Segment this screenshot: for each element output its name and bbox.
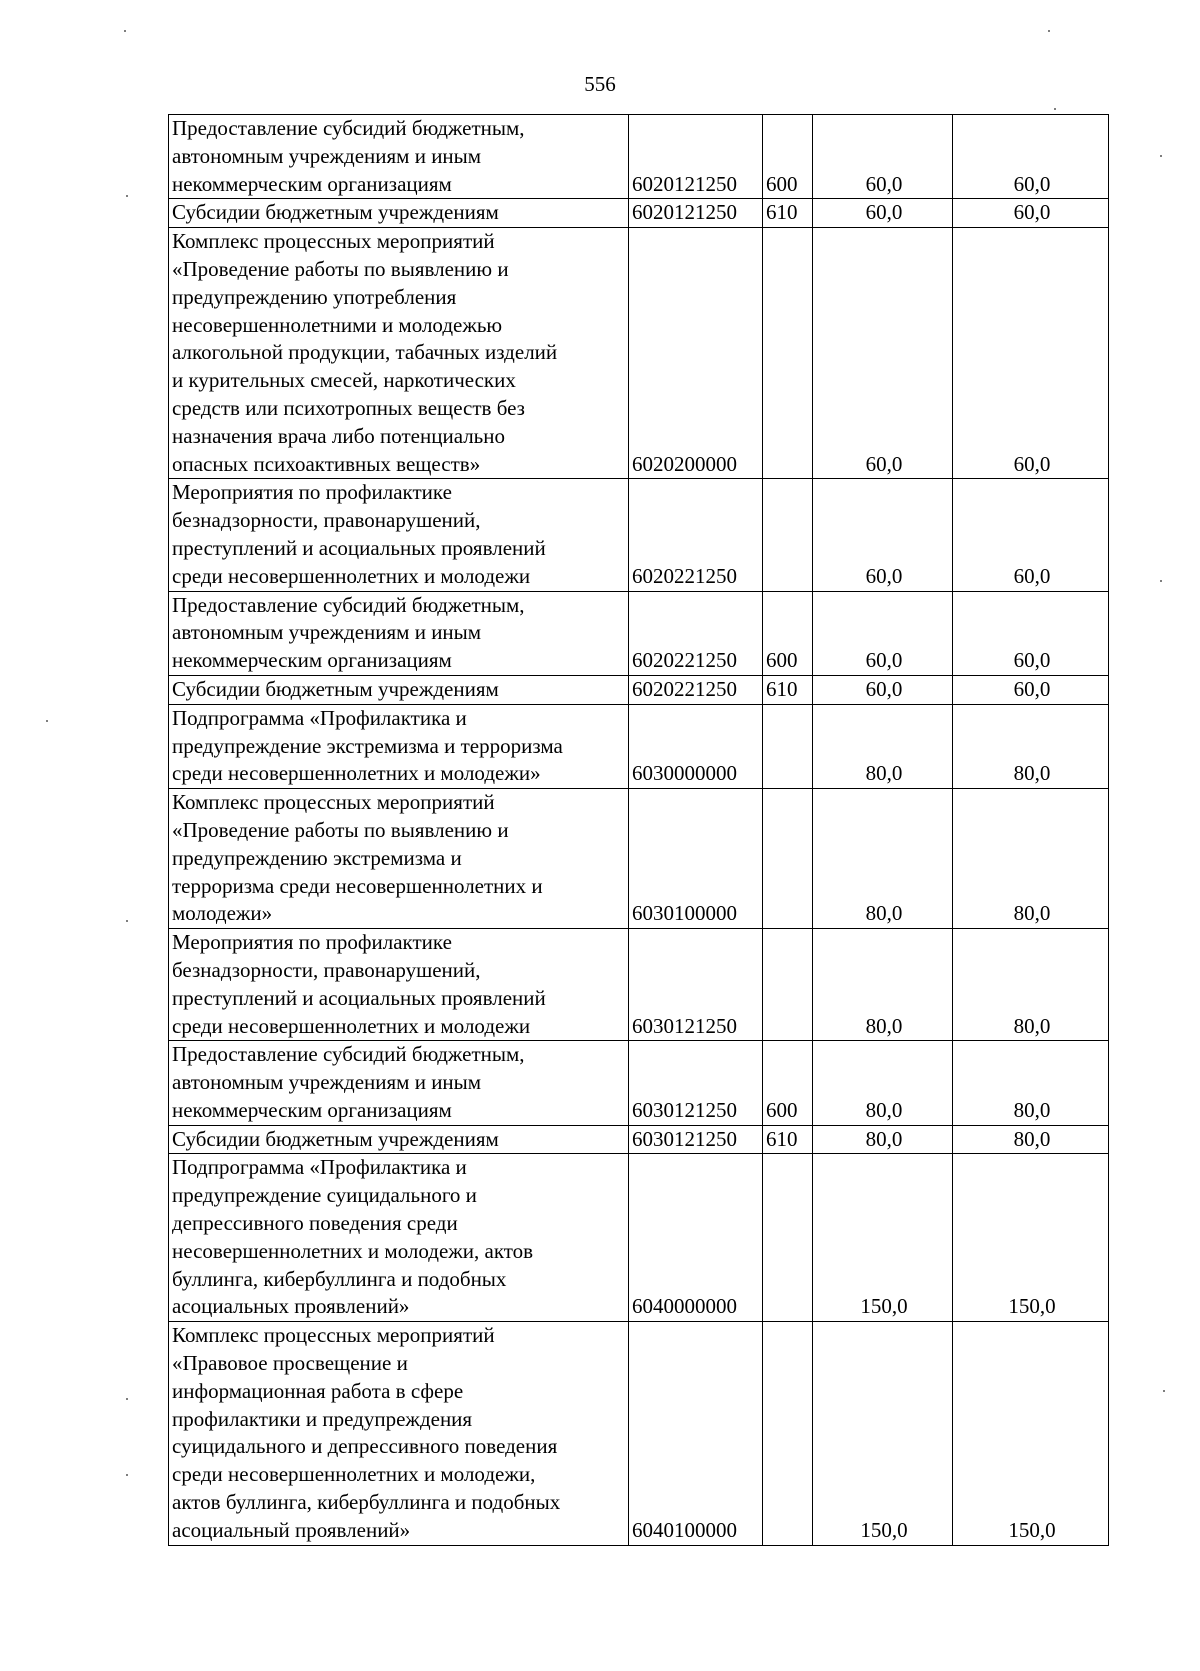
- row-amount-2025-cell: 150,0: [813, 1154, 953, 1322]
- page-number: 556: [584, 72, 616, 96]
- row-amount-2026-cell: 80,0: [953, 929, 1109, 1041]
- row-name-cell: Мероприятия по профилактике безнадзорности, правонарушений, преступлений и асоциальных проявлений среди несовершеннолетних и молодежи: [169, 929, 629, 1041]
- row-amount-2026-cell: 150,0: [953, 1322, 1109, 1545]
- row-amount-2026-cell: 80,0: [953, 1041, 1109, 1125]
- row-expense-type-cell: [763, 479, 813, 591]
- row-name-cell: Мероприятия по профилактике безнадзорности, правонарушений, преступлений и асоциальных проявлений среди несовершеннолетних и молодежи: [169, 479, 629, 591]
- row-name-cell: Субсидии бюджетным учреждениям: [169, 199, 629, 228]
- row-code-cell: 6030121250: [629, 1041, 763, 1125]
- row-amount-2026-cell: 80,0: [953, 1125, 1109, 1154]
- row-code-cell: 6020221250: [629, 591, 763, 675]
- scan-speck: [126, 1398, 128, 1400]
- row-expense-type-cell: [763, 789, 813, 929]
- row-name-cell: Субсидии бюджетным учреждениям: [169, 1125, 629, 1154]
- row-code-cell: 6040100000: [629, 1322, 763, 1545]
- row-code-cell: 6020121250: [629, 199, 763, 228]
- budget-table: [168, 114, 1109, 1546]
- table-row: [169, 591, 1109, 675]
- row-expense-type-cell: [763, 1322, 813, 1545]
- row-amount-2025-cell: 80,0: [813, 704, 953, 788]
- row-amount-2025-cell: 60,0: [813, 115, 953, 199]
- row-expense-type-cell: [763, 929, 813, 1041]
- scan-speck: [1163, 1390, 1165, 1392]
- row-amount-2026-cell: 60,0: [953, 115, 1109, 199]
- row-amount-2025-cell: 60,0: [813, 479, 953, 591]
- table-row: [169, 479, 1109, 591]
- row-code-cell: 6030121250: [629, 1125, 763, 1154]
- row-amount-2025-cell: 150,0: [813, 1322, 953, 1545]
- row-name-cell: Комплекс процессных мероприятий «Проведение работы по выявлению и предупреждению употребления несовершеннолетними и молодежью алкогольной продукции, табачных изделий и курительных смесей, наркотических средств или психотропных веществ без назначения врача либо потенциально опасных психоактивных веществ»: [169, 228, 629, 479]
- row-amount-2026-cell: 60,0: [953, 199, 1109, 228]
- scan-speck: [46, 720, 48, 722]
- row-amount-2026-cell: 150,0: [953, 1154, 1109, 1322]
- row-expense-type-cell: 600: [763, 1041, 813, 1125]
- row-expense-type-cell: 600: [763, 591, 813, 675]
- row-expense-type-cell: 610: [763, 1125, 813, 1154]
- row-expense-type-cell: 600: [763, 115, 813, 199]
- row-expense-type-cell: [763, 704, 813, 788]
- row-amount-2026-cell: 80,0: [953, 789, 1109, 929]
- row-name-cell: Субсидии бюджетным учреждениям: [169, 675, 629, 704]
- table-row: [169, 1041, 1109, 1125]
- row-code-cell: 6030100000: [629, 789, 763, 929]
- row-name-cell: Предоставление субсидий бюджетным, автономным учреждениям и иным некоммерческим организациям: [169, 1041, 629, 1125]
- row-code-cell: 6020221250: [629, 479, 763, 591]
- row-code-cell: 6040000000: [629, 1154, 763, 1322]
- row-amount-2025-cell: 60,0: [813, 675, 953, 704]
- row-amount-2026-cell: 60,0: [953, 675, 1109, 704]
- scan-speck: [126, 195, 128, 197]
- row-amount-2025-cell: 60,0: [813, 228, 953, 479]
- row-amount-2025-cell: 80,0: [813, 929, 953, 1041]
- row-code-cell: 6020200000: [629, 228, 763, 479]
- row-name-cell: Комплекс процессных мероприятий «Проведение работы по выявлению и предупреждению экстремизма и терроризма среди несовершеннолетних и молодежи»: [169, 789, 629, 929]
- row-code-cell: 6030000000: [629, 704, 763, 788]
- row-code-cell: 6020121250: [629, 115, 763, 199]
- row-code-cell: 6020221250: [629, 675, 763, 704]
- table-row: [169, 1154, 1109, 1322]
- scan-speck: [1048, 30, 1050, 32]
- table-row: [169, 929, 1109, 1041]
- scan-speck: [126, 920, 128, 922]
- row-amount-2026-cell: 80,0: [953, 704, 1109, 788]
- row-name-cell: Предоставление субсидий бюджетным, автономным учреждениям и иным некоммерческим организациям: [169, 115, 629, 199]
- budget-table-body: [169, 115, 1109, 1546]
- scan-speck: [1160, 580, 1162, 582]
- table-row: [169, 675, 1109, 704]
- row-name-cell: Комплекс процессных мероприятий «Правовое просвещение и информационная работа в сфере профилактики и предупреждения суицидального и депрессивного поведения среди несовершеннолетних и молодежи, актов буллинга, кибербуллинга и подобных асоциальный проявлений»: [169, 1322, 629, 1545]
- row-expense-type-cell: 610: [763, 199, 813, 228]
- row-amount-2026-cell: 60,0: [953, 591, 1109, 675]
- table-row: [169, 199, 1109, 228]
- row-expense-type-cell: [763, 1154, 813, 1322]
- row-code-cell: 6030121250: [629, 929, 763, 1041]
- scan-speck: [124, 30, 126, 32]
- row-amount-2025-cell: 60,0: [813, 199, 953, 228]
- scan-speck: [1054, 108, 1056, 110]
- table-row: [169, 704, 1109, 788]
- scan-speck: [1160, 155, 1162, 157]
- table-row: [169, 789, 1109, 929]
- table-row: [169, 1125, 1109, 1154]
- row-amount-2025-cell: 60,0: [813, 591, 953, 675]
- row-name-cell: Подпрограмма «Профилактика и предупреждение экстремизма и терроризма среди несовершеннолетних и молодежи»: [169, 704, 629, 788]
- row-name-cell: Подпрограмма «Профилактика и предупреждение суицидального и депрессивного поведения среди несовершеннолетних и молодежи, актов буллинга, кибербуллинга и подобных асоциальных проявлений»: [169, 1154, 629, 1322]
- row-amount-2026-cell: 60,0: [953, 479, 1109, 591]
- table-row: [169, 115, 1109, 199]
- scan-speck: [126, 1474, 128, 1476]
- row-expense-type-cell: 610: [763, 675, 813, 704]
- row-amount-2025-cell: 80,0: [813, 1041, 953, 1125]
- row-expense-type-cell: [763, 228, 813, 479]
- row-name-cell: Предоставление субсидий бюджетным, автономным учреждениям и иным некоммерческим организациям: [169, 591, 629, 675]
- row-amount-2025-cell: 80,0: [813, 1125, 953, 1154]
- table-row: [169, 1322, 1109, 1545]
- row-amount-2026-cell: 60,0: [953, 228, 1109, 479]
- table-row: [169, 228, 1109, 479]
- row-amount-2025-cell: 80,0: [813, 789, 953, 929]
